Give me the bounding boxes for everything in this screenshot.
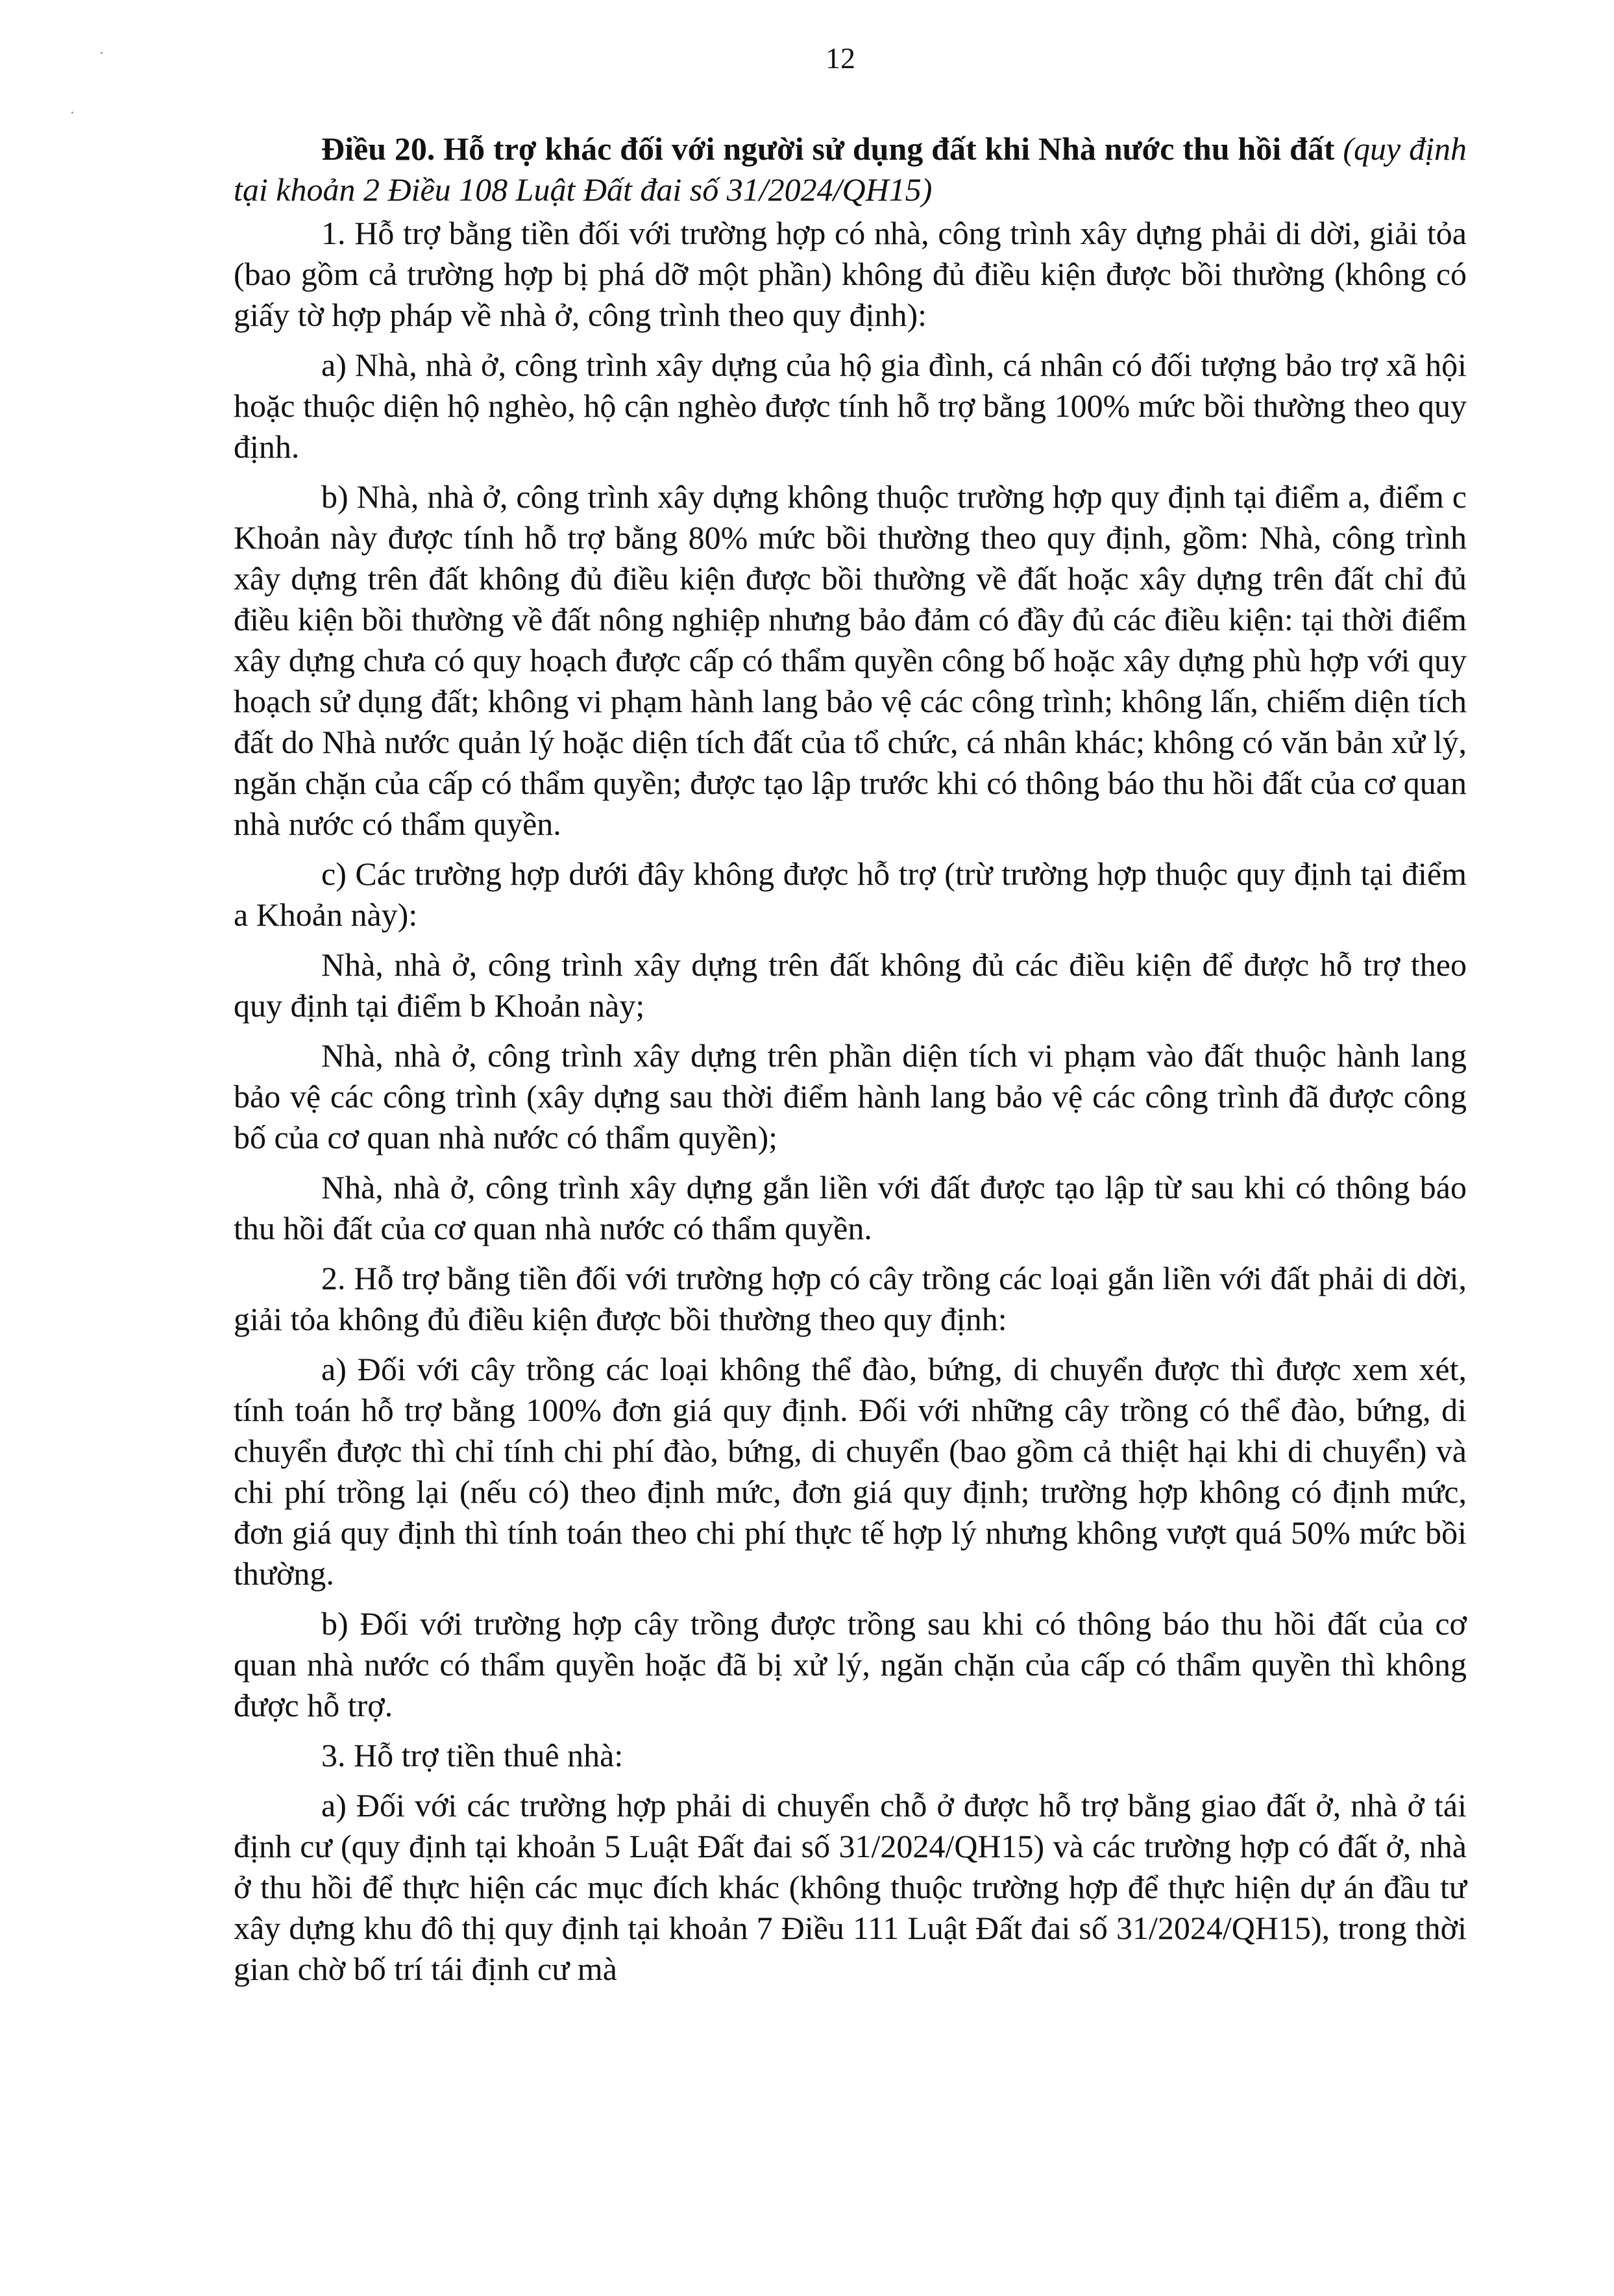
page-number: 12 <box>825 42 855 75</box>
paragraph-clause-1b: b) Nhà, nhà ở, công trình xây dựng không thuộc trường hợp quy định tại điểm a, điểm c Khoản này được tính hỗ trợ bằng 80% mức bồi thường theo quy định, gồm: Nhà, công trình xây dựng trên đất không đủ điều kiện được bồi thường về đất hoặc xây dựng trên đất chỉ đủ điều kiện bồi thường về đất nông nghiệp nhưng bảo đảm có đầy đủ các điều kiện: tại thời điểm xây dựng chưa có quy hoạch được cấp có thẩm quyền công bố hoặc xây dựng phù hợp với quy hoạch sử dụng đất; không vi phạm hành lang bảo vệ các công trình; không lấn, chiếm diện tích đất do Nhà nước quản lý hoặc diện tích đất của tổ chức, cá nhân khác; không có văn bản xử lý, ngăn chặn của cấp có thẩm quyền; được tạo lập trước khi có thông báo thu hồi đất của cơ quan nhà nước có thẩm quyền. <box>234 478 1467 842</box>
paragraph-clause-3: 3. Hỗ trợ tiền thuê nhà: <box>321 1737 624 1773</box>
paragraph-clause-1a: a) Nhà, nhà ở, công trình xây dựng của hộ gia đình, cá nhân có đối tượng bảo trợ xã hội hoặc thuộc diện hộ nghèo, hộ cận nghèo được tính hỗ trợ bằng 100% mức bồi thường theo quy định. <box>234 347 1467 465</box>
paragraph-clause-3a: a) Đối với các trường hợp phải di chuyển chỗ ở được hỗ trợ bằng giao đất ở, nhà ở tái định cư (quy định tại khoản 5 Luật Đất đai số 31/2024/QH15) và các trường hợp có đất ở, nhà ở thu hồi để thực hiện các mục đích khác (không thuộc trường hợp để thực hiện dự án đầu tư xây dựng khu đô thị quy định tại khoản 7 Điều 111 Luật Đất đai số 31/2024/QH15), trong thời gian chờ bố trí tái định cư mà <box>234 1787 1467 1987</box>
paragraph-clause-1: 1. Hỗ trợ bằng tiền đối với trường hợp có nhà, công trình xây dựng phải di dời, giải tỏa (bao gồm cả trường hợp bị phá dỡ một phần) không đủ điều kiện được bồi thường (không có giấy tờ hợp pháp về nhà ở, công trình theo quy định): <box>234 215 1467 333</box>
paragraph-clause-2a: a) Đối với cây trồng các loại không thể đào, bứng, di chuyển được thì được xem xét, tính toán hỗ trợ bằng 100% đơn giá quy định. Đối với những cây trồng có thể đào, bứng, di chuyển được thì chỉ tính chi phí đào, bứng, di chuyển (bao gồm cả thiệt hại khi di chuyển) và chi phí trồng lại (nếu có) theo định mức, đơn giá quy định; trường hợp không có định mức, đơn giá quy định thì tính toán theo chi phí thực tế hợp lý nhưng không vượt quá 50% mức bồi thường. <box>234 1351 1467 1592</box>
paragraph-clause-2: 2. Hỗ trợ bằng tiền đối với trường hợp có cây trồng các loại gắn liền với đất phải di dời, giải tỏa không đủ điều kiện được bồi thường theo quy định: <box>234 1260 1467 1337</box>
scan-speck <box>101 52 103 54</box>
paragraph-clause-2b: b) Đối với trường hợp cây trồng được trồng sau khi có thông báo thu hồi đất của cơ quan nhà nước có thẩm quyền hoặc đã bị xử lý, ngăn chặn của cấp có thẩm quyền thì không được hỗ trợ. <box>234 1605 1467 1723</box>
article-title-reference: (quy định tại khoản 2 Điều 108 Luật Đất đai số 31/2024/QH15) <box>234 130 1467 208</box>
document-page <box>234 39 1467 1999</box>
paragraph-clause-1c: c) Các trường hợp dưới đây không được hỗ trợ (trừ trường hợp thuộc quy định tại điểm a Khoản này): <box>234 856 1467 933</box>
paragraph-clause-1c-item-1: Nhà, nhà ở, công trình xây dựng trên đất không đủ các điều kiện để được hỗ trợ theo quy định tại điểm b Khoản này; <box>234 946 1467 1024</box>
scan-speck <box>71 112 73 114</box>
paragraph-clause-1c-item-3: Nhà, nhà ở, công trình xây dựng gắn liền với đất được tạo lập từ sau khi có thông báo thu hồi đất của cơ quan nhà nước có thẩm quyền. <box>234 1169 1467 1246</box>
article-title-bold: Điều 20. Hỗ trợ khác đối với người sử dụng đất khi Nhà nước thu hồi đất <box>321 130 1335 167</box>
paragraph-clause-1c-item-2: Nhà, nhà ở, công trình xây dựng trên phần diện tích vi phạm vào đất thuộc hành lang bảo vệ các công trình (xây dựng sau thời điểm hành lang bảo vệ các công trình đã được công bố của cơ quan nhà nước có thẩm quyền); <box>234 1037 1467 1155</box>
article-title <box>234 129 1467 210</box>
